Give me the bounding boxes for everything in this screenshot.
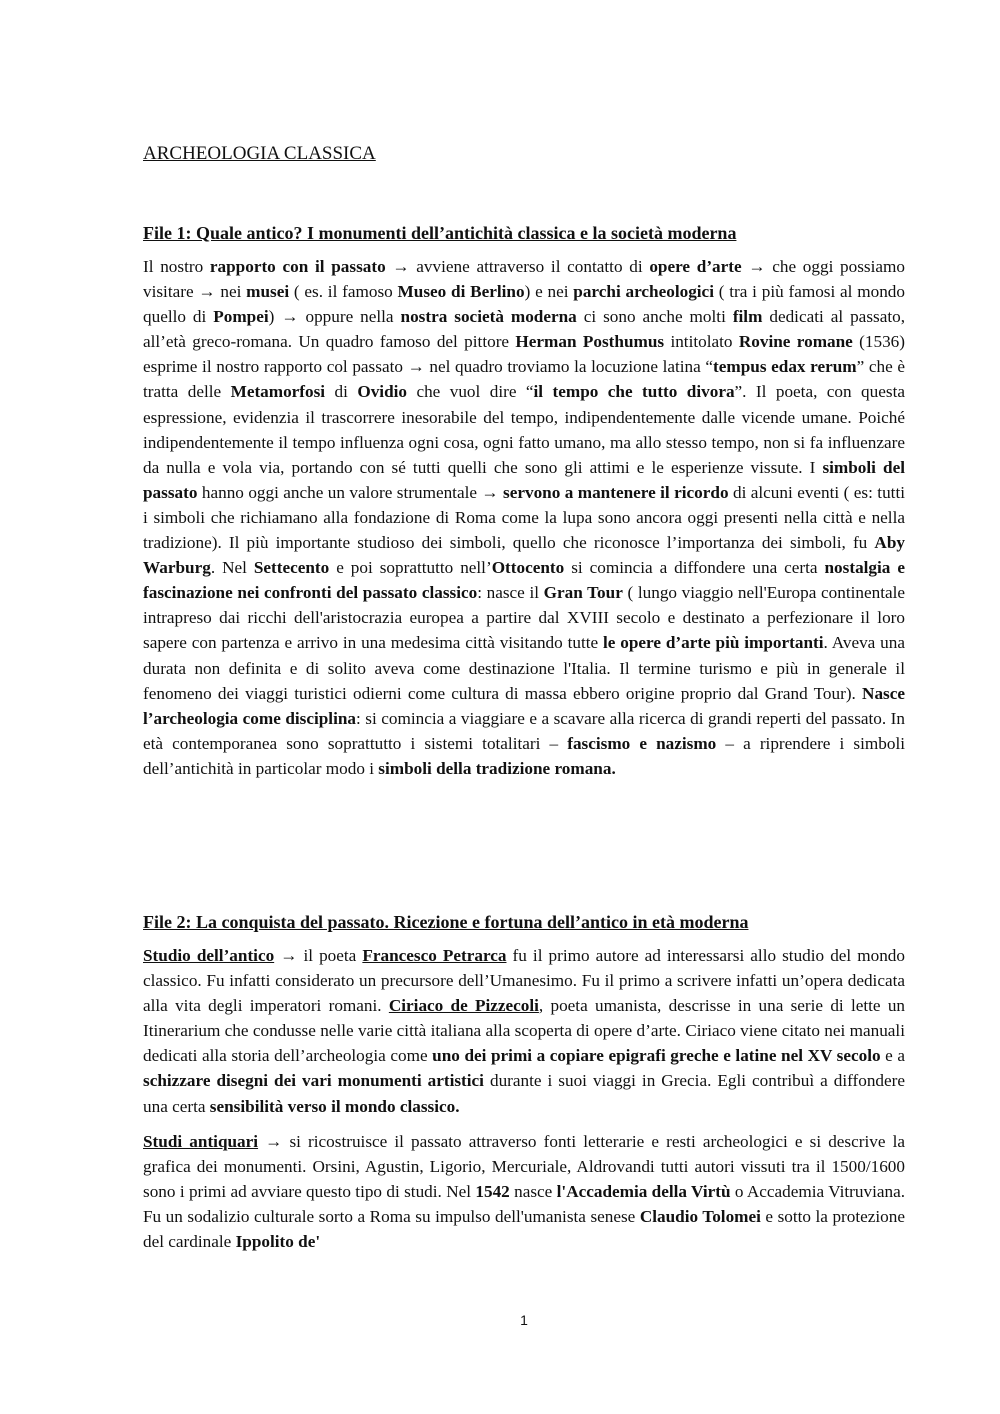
bold-phrase: parchi archeologici (573, 282, 714, 302)
bold-phrase: Aby Warburg (143, 533, 905, 578)
bold-phrase: simboli del passato (143, 457, 905, 502)
bold-phrase: Settecento (253, 558, 330, 578)
bold-phrase: Nasce l’archeologia come disciplina (143, 683, 905, 728)
bold-phrase: Ottocento (491, 558, 565, 578)
bold-phrase: le opere d’arte più importanti (602, 633, 824, 653)
bold-phrase: sensibilità verso il mondo classico. (209, 1096, 460, 1116)
bold-phrase: uno dei primi a copiare epigrafi greche e latine nel XV secolo (432, 1046, 881, 1066)
bold-phrase: fascismo e nazismo (567, 733, 717, 753)
underlined-bold-phrase: Francesco Petrarca (362, 946, 507, 965)
section-paragraph: Studio dell’antico → il poeta Francesco Petrarca fu il primo autore ad interessarsi allo studio del mondo classico. Fu infatti considerato un precursore dell’Umanesimo. Fu il primo a scrivere infatti un’opera dedicata alla vita degli imperatori romani. Ciriaco de Pizzecoli, poeta umanista, descrisse in una serie di lette un Itinerarium che condusse nelle varie città italiana alla scoperta di opere d’arte. Ciriaco viene citato nei manuali dedicati alla storia dell’archeologia come uno dei primi a copiare epigrafi greche e latine nel XV secolo e a schizzare disegni dei vari monumenti artistici durante i suoi viaggi in Grecia. Egli contribuì a diffondere una certa sensibilità verso il mondo classico. (143, 946, 906, 1116)
bold-phrase: musei (246, 282, 290, 302)
bold-phrase: simboli della tradizione romana. (378, 758, 616, 778)
bold-phrase: Gran Tour (543, 583, 623, 603)
bold-phrase: Ovidio (357, 382, 408, 402)
bold-phrase: tempus edax rerum (713, 357, 857, 377)
underlined-bold-phrase: Studi antiquari (143, 1131, 259, 1151)
section-heading: File 1: Quale antico? I monumenti dell’antichità classica e la società moderna (143, 223, 737, 243)
bold-phrase: opere d’arte (649, 257, 742, 276)
section-file-1 (143, 223, 905, 781)
underlined-bold-phrase: Studio dell’antico (143, 946, 275, 965)
bold-phrase: Ippolito de' (235, 1232, 321, 1252)
bold-phrase: schizzare disegni dei vari monumenti artistici (143, 1071, 484, 1091)
section-file-2 (143, 912, 905, 1254)
bold-phrase: nostra società moderna (400, 307, 577, 327)
section-heading: File 2: La conquista del passato. Ricezione e fortuna dell’antico in età moderna (143, 912, 749, 932)
bold-phrase: nostalgia e fascinazione nei confronti del passato classico (143, 558, 905, 603)
bold-phrase: Metamorfosi (230, 382, 326, 402)
bold-phrase: Rovine romane (738, 332, 853, 352)
bold-phrase: rapporto con il passato (209, 257, 386, 276)
bold-phrase: film (732, 307, 763, 327)
bold-phrase: il tempo che tutto divora (533, 382, 735, 402)
bold-phrase: l'Accademia della Virtù (556, 1181, 731, 1201)
bold-phrase: servono a mantenere il ricordo (503, 482, 729, 502)
bold-phrase: Herman Posthumus (515, 332, 665, 352)
bold-phrase: Pompei (213, 307, 269, 327)
bold-phrase: Museo di Berlino (397, 282, 525, 302)
underlined-bold-phrase: Ciriaco de Pizzecoli (388, 996, 539, 1016)
bold-phrase: 1542 (475, 1181, 510, 1201)
bold-phrase: Claudio Tolomei (639, 1206, 761, 1226)
section-paragraph: Studi antiquari → si ricostruisce il passato attraverso fonti letterarie e resti archeologici e si descrive la grafica dei monumenti. Orsini, Agustin, Ligorio, Mercuriale, Aldrovandi tutti autori vissuti tra il 1500/1600 sono i primi ad avviare questo tipo di studi. Nel 1542 nasce l'Accademia della Virtù o Accademia Vitruviana. Fu un sodalizio culturale sorto a Roma su impulso dell'umanista senese Claudio Tolomei e sotto la protezione del cardinale Ippolito de' (143, 1131, 905, 1252)
section-paragraph: Il nostro rapporto con il passato → avviene attraverso il contatto di opere d’arte → che oggi possiamo visitare → nei musei ( es. il famoso Museo di Berlino) e nei parchi archeologici ( tra i più famosi al mondo quello di Pompei) → oppure nella nostra società moderna ci sono anche molti film dedicati al passato, all’età greco-romana. Un quadro famoso del pittore Herman Posthumus intitolato Rovine romane (1536) esprime il nostro rapporto col passato → nel quadro troviamo la locuzione latina “tempus edax rerum” che è tratta delle Metamorfosi di Ovidio che vuol dire “il tempo che tutto divora”. Il poeta, con questa espressione, evidenzia il trascorrere inesorabile del tempo, indipendentemente dalle vicende umane. Poiché indipendentemente il tempo influenza ogni cosa, ogni fatto umano, ma allo stesso tempo, non si fa influenzare da nulla e vola via, portando con sé tutti quelli che sono gli attimi e le esperienze vissute. I simboli del passato hanno oggi anche un valore strumentale → servono a mantenere il ricordo di alcuni eventi ( es: tutti i simboli che richiamano alla fondazione di Roma come la lupa sono ancora oggi presenti nella città e nella tradizione). Il più importante studioso dei simboli, quello che riconosce l’importanza dei simboli, fu Aby Warburg. Nel Settecento e poi soprattutto nell’Ottocento si comincia a diffondere una certa nostalgia e fascinazione nei confronti del passato classico: nasce il Gran Tour ( lungo viaggio nell'Europa continentale intrapreso dai ricchi dell'aristocrazia europea a partire dal XVIII secolo e destinato a perfezionare il loro sapere con partenza e arrivo in una medesima città visitando tutte le opere d’arte più importanti. Aveva una durata non definita e di solito aveva come destinazione l'Italia. Il termine turismo e più in generale il fenomeno dei viaggi turistici odierni come cultura di massa ebbero origine proprio dal Grand Tour). Nasce l’archeologia come disciplina: si comincia a viaggiare e a scavare alla ricerca di grandi reperti del passato. In età contemporanea sono soprattutto i sistemi totalitari – fascismo e nazismo – a riprendere i simboli dell’antichità in particolar modo i simboli della tradizione romana. (143, 257, 906, 778)
document-title: ARCHEOLOGIA CLASSICA (143, 143, 376, 164)
page-number: 1 (520, 1312, 528, 1328)
